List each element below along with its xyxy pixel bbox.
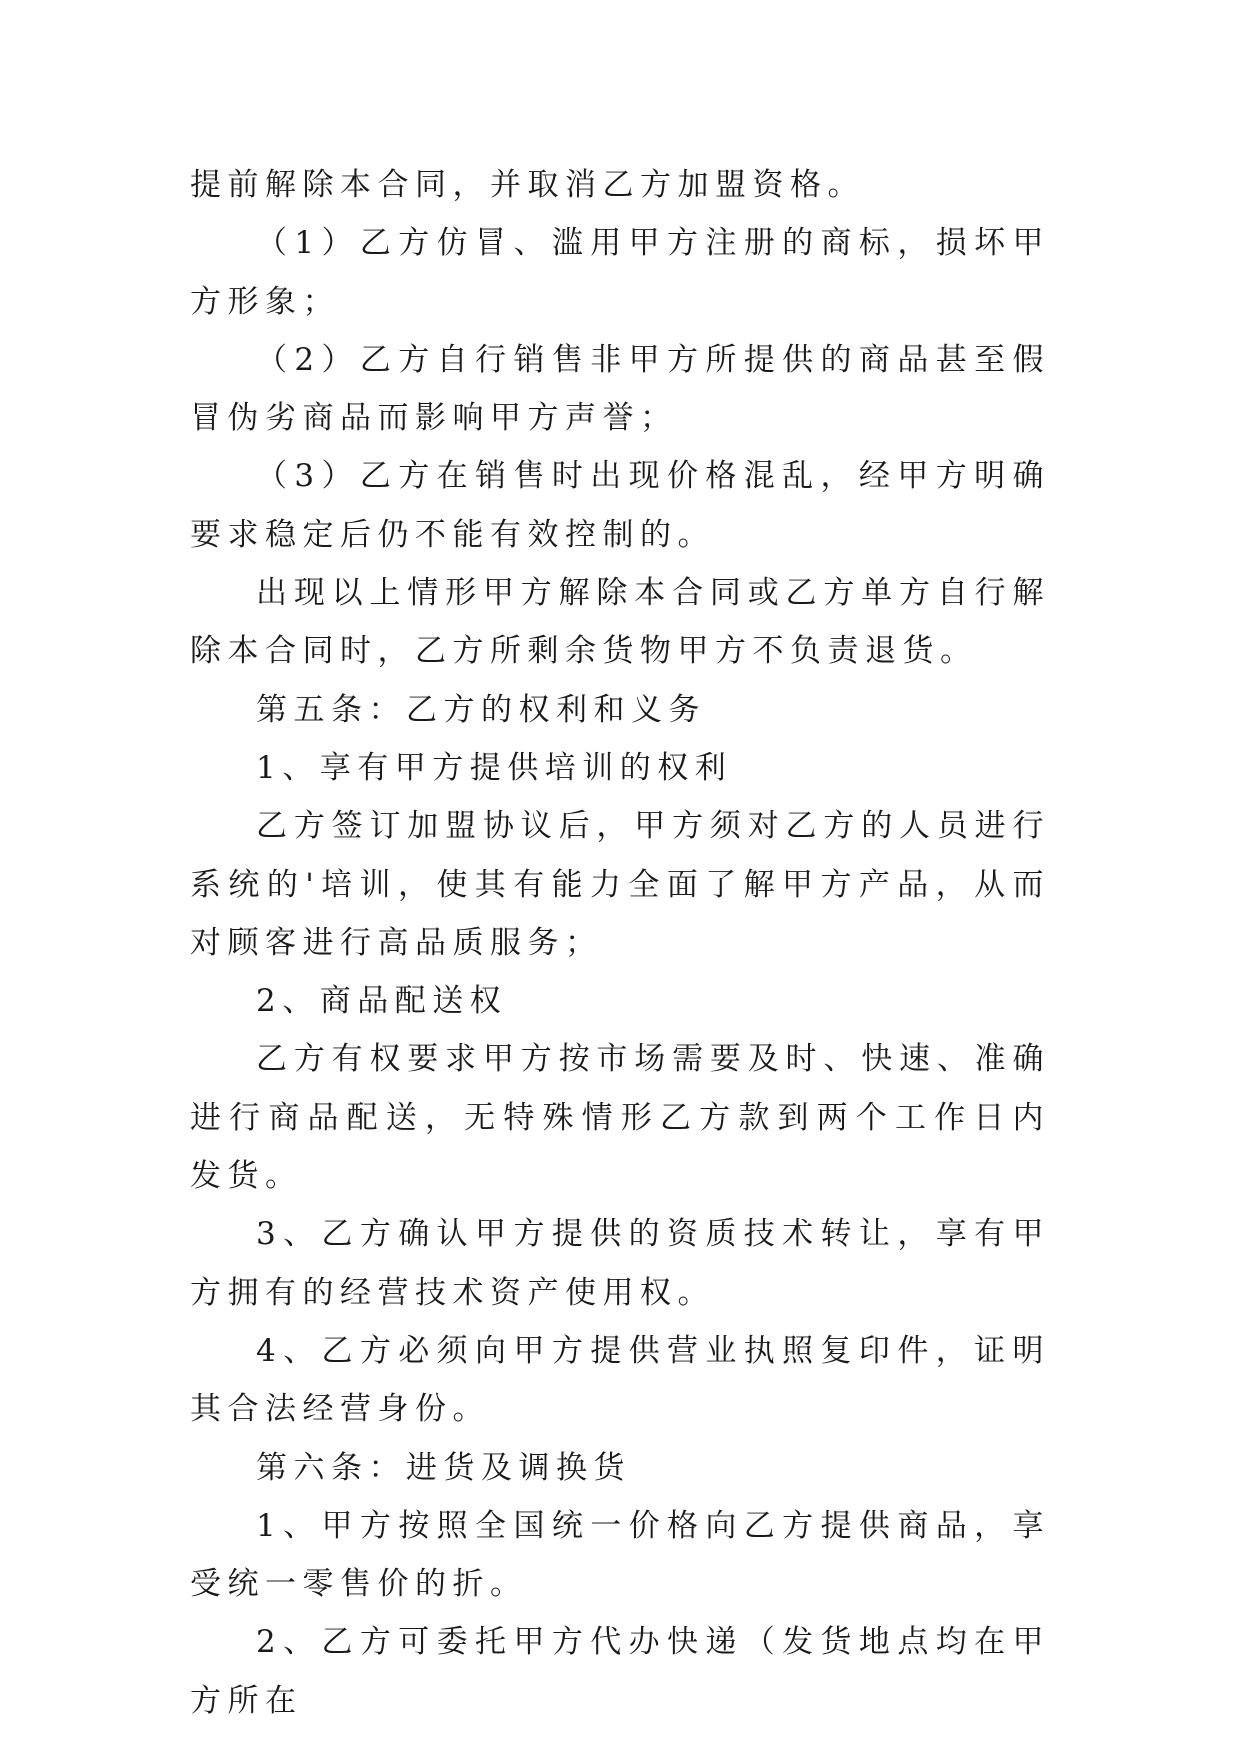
section-heading-article-5: 第五条：乙方的权利和义务 bbox=[256, 691, 706, 728]
document-body bbox=[190, 156, 1050, 1730]
paragraph-7: 1、享有甲方提供培训的权利 bbox=[256, 749, 733, 786]
paragraph-14: 1、甲方按照全国统一价格向乙方提供商品，享受统一零售价的折。 bbox=[190, 1507, 1050, 1603]
section-heading-article-6: 第六条：进货及调换货 bbox=[256, 1449, 631, 1486]
paragraph-15: 2、乙方可委托甲方代办快递（发货地点均在甲方所在 bbox=[190, 1624, 1050, 1719]
paragraph-1: 提前解除本合同，并取消乙方加盟资格。 bbox=[190, 167, 865, 203]
paragraph-8: 乙方签订加盟协议后，甲方须对乙方的人员进行系统的'培训，使其有能力全面了解甲方产品，从而对顾客进行高品质服务； bbox=[190, 808, 1050, 961]
paragraph-4: （3）乙方在销售时出现价格混乱，经甲方明确要求稳定后仍不能有效控制的。 bbox=[190, 458, 1050, 553]
paragraph-10: 乙方有权要求甲方按市场需要及时、快速、准确进行商品配送，无特殊情形乙方款到两个工作日内发货。 bbox=[190, 1041, 1050, 1195]
paragraph-12: 4、乙方必须向甲方提供营业执照复印件，证明其合法经营身份。 bbox=[190, 1332, 1050, 1428]
paragraph-9: 2、商品配送权 bbox=[256, 983, 508, 1020]
paragraph-11: 3、乙方确认甲方提供的资质技术转让，享有甲方拥有的经营技术资产使用权。 bbox=[190, 1216, 1050, 1311]
paragraph-3: （2）乙方自行销售非甲方所提供的商品甚至假冒伪劣商品而影响甲方声誉； bbox=[190, 341, 1050, 437]
paragraph-2: （1）乙方仿冒、滥用甲方注册的商标，损坏甲方形象； bbox=[190, 225, 1050, 320]
paragraph-5: 出现以上情形甲方解除本合同或乙方单方自行解除本合同时，乙方所剩余货物甲方不负责退货。 bbox=[190, 575, 1050, 670]
